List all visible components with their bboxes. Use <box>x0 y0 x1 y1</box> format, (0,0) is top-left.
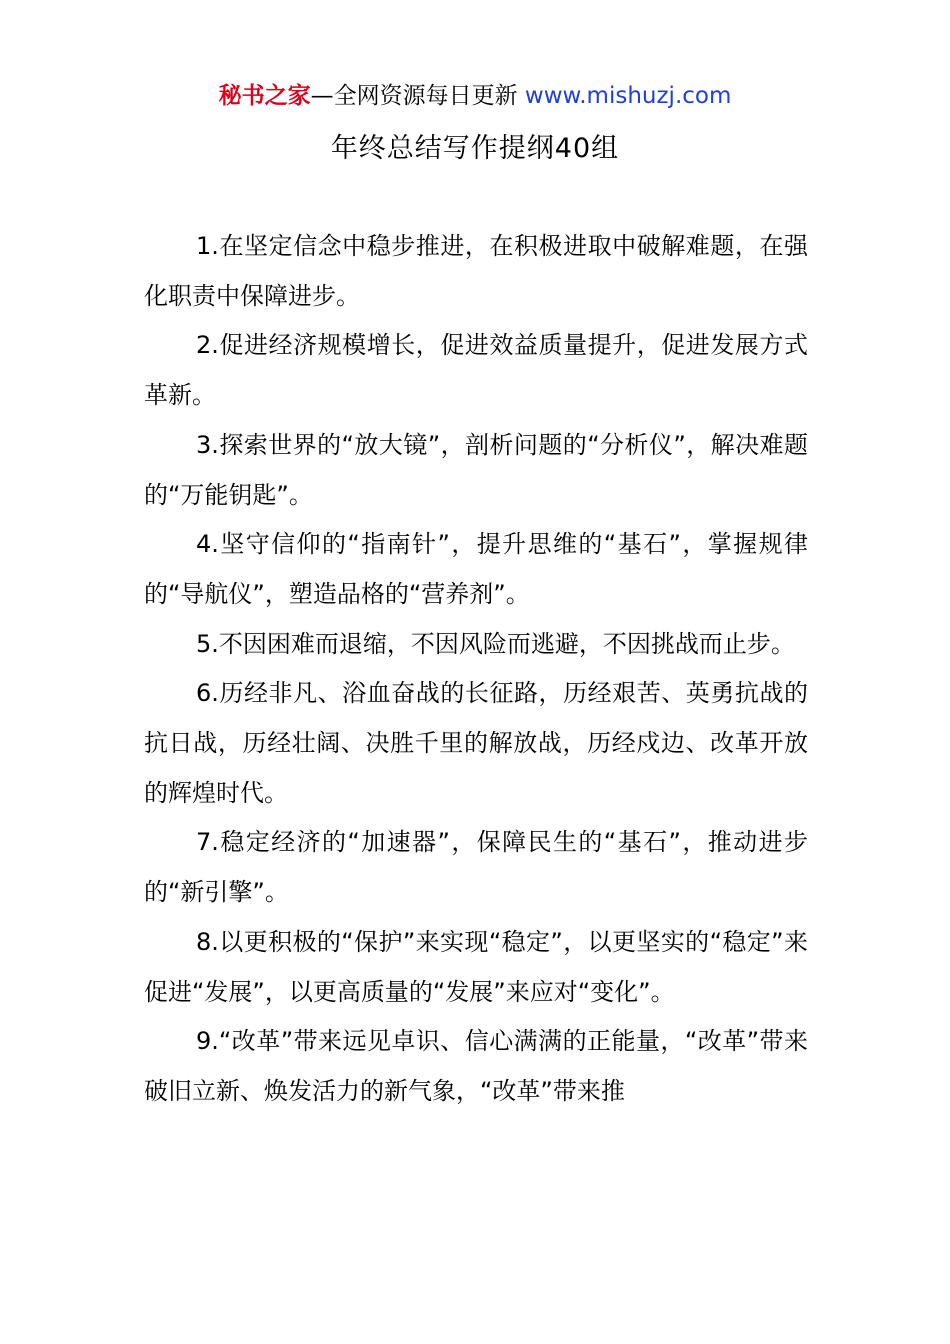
site-url-link[interactable]: www.mishuzj.com <box>524 83 732 109</box>
paragraph-3: 3.探索世界的“放大镜”，剖析问题的“分析仪”，解决难题的“万能钥匙”。 <box>144 430 808 509</box>
site-header <box>0 80 950 112</box>
paragraph-5: 5.不因困难而退缩，不因风险而逃避，不因挑战而止步。 <box>196 629 795 658</box>
paragraph-4: 4.坚守信仰的“指南针”，提升思维的“基石”，掌握规律的“导航仪”，塑造品格的“营养剂”。 <box>144 530 808 608</box>
document-body <box>144 222 808 1117</box>
paragraph-6: 6.历经非凡、浴血奋战的长征路，历经艰苦、英勇抗战的抗日战，历经壮阔、决胜千里的解放战，历经戍边、改革开放的辉煌时代。 <box>144 679 808 807</box>
paragraph-2: 2.促进经济规模增长，促进效益质量提升，促进发展方式革新。 <box>144 331 808 410</box>
brand-name: 秘书之家 <box>218 83 311 109</box>
paragraph-7: 7.稳定经济的“加速器”，保障民生的“基石”，推动进步的“新引擎”。 <box>144 828 808 907</box>
paragraph-1: 1.在坚定信念中稳步推进，在积极进取中破解难题，在强化职责中保障进步。 <box>144 232 808 310</box>
document-title: 年终总结写作提纲40组 <box>330 133 620 164</box>
paragraph-8: 8.以更积极的“保护”来实现“稳定”，以更坚实的“稳定”来促进“发展”，以更高质量的“发展”来应对“变化”。 <box>144 927 808 1006</box>
paragraph-9: 9.“改革”带来远见卓识、信心满满的正能量，“改革”带来破旧立新、焕发活力的新气象，“改革”带来推 <box>144 1027 808 1105</box>
header-slogan: —全网资源每日更新 <box>310 83 518 109</box>
